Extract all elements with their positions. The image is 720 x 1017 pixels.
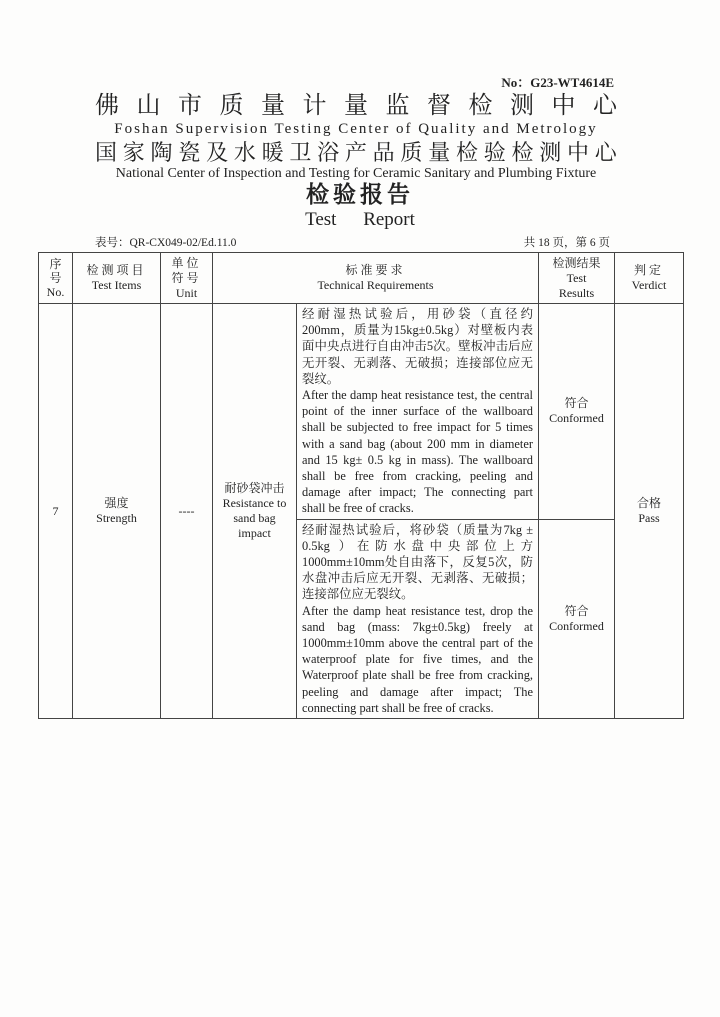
heading-char: 品 [372, 140, 395, 165]
row-unit: ---- [161, 304, 213, 719]
row-subitem: 耐砂袋冲击 Resistance to sand bag impact [213, 304, 297, 719]
header-requirements: 标准要求 Technical Requirements [213, 253, 539, 304]
row-verdict: 合格 Pass [615, 304, 684, 719]
heading-char: 检 [511, 140, 534, 165]
heading-char: 陶 [150, 140, 173, 165]
heading-char: 及 [206, 140, 229, 165]
table-header-row [39, 253, 684, 304]
header-result: 检测结果 Test Results [539, 253, 615, 304]
heading-char: 量 [344, 93, 368, 119]
result-2: 符合 Conformed [539, 519, 615, 718]
heading-char: 心 [594, 140, 617, 165]
heading-char: 测 [510, 93, 534, 119]
heading-char: 检 [455, 140, 478, 165]
requirement-1: 经耐湿热试验后，用砂袋（直径约200mm，质量为15kg±0.5kg）对壁板内表面中央点进行自由冲击5次。壁板冲击后应无开裂、无剥落、无破损；连接部位应无裂纹。 After the damp heat resistance test, the central point of the inner surface of the wallboard shall be subjected to free impact for 5 times with a sand bag (about 200 mm in diameter and 15 kg± 0.5 kg in mass). The wallboard shall be free from cracking, peeling and damage after impact; The connecting part shall be free of cracks. [297, 304, 539, 520]
title-en: Test Report [305, 209, 415, 230]
heading-char: 中 [551, 93, 576, 119]
heading-char: 瓷 [178, 140, 201, 165]
heading-char: 督 [427, 93, 451, 119]
form-number: 表号：QR-CX049-02/Ed.11.0 [95, 237, 237, 249]
header-verdict: 判定 Verdict [615, 253, 684, 304]
heading-char: 暖 [261, 140, 284, 165]
heading-char: 市 [178, 93, 202, 119]
heading-char: 中 [567, 140, 590, 165]
heading-char: 量 [261, 93, 285, 119]
header-item: 检测项目 Test Items [73, 253, 161, 304]
heading-char: 产 [344, 140, 367, 165]
results-table [38, 252, 684, 719]
requirement-2: 经耐湿热试验后，将砂袋（质量为7kg ± 0.5kg ）在防水盘中央部位上方1000mm±10mm处自由落下，反复5次，防水盘冲击后应无开裂、无剥落、无破损；连接部位应无裂纹。 After the damp heat resistance test, drop the sand bag (mass: 7kg±0.5kg) freely at 1000mm±10mm above the central part of the waterproof plate for five times, and the Waterproof plate shall be free from cracking, peeling and damage after impact; The connecting part shall be free of cracks. [297, 519, 539, 718]
heading-char: 测 [539, 140, 562, 165]
heading-char: 佛 [95, 93, 119, 119]
heading-char: 量 [428, 140, 451, 165]
heading-char: 计 [302, 93, 327, 119]
heading-char: 国 [95, 140, 118, 165]
heading-char: 检 [468, 93, 493, 119]
page-info: 共 18 页，第 6 页 [523, 237, 610, 249]
heading-char: 监 [385, 93, 410, 119]
header-no: 序号 No. [39, 253, 73, 304]
org-name-en: Foshan Supervision Testing Center of Quality and Metrology [114, 121, 598, 137]
heading-char: 水 [233, 140, 256, 165]
row-item: 强度 Strength [73, 304, 161, 719]
title-cn: 检验报告 [306, 182, 414, 208]
heading-char: 心 [593, 93, 617, 119]
heading-char: 卫 [289, 140, 312, 165]
table-row [39, 304, 684, 520]
heading-char: 山 [136, 93, 161, 119]
heading-char: 质 [400, 140, 423, 165]
row-no: 7 [39, 304, 73, 719]
heading-char: 质 [219, 93, 244, 119]
heading-char: 家 [122, 140, 145, 165]
result-1: 符合 Conformed [539, 304, 615, 520]
heading-char: 验 [483, 140, 506, 165]
report-number: No：G23-WT4614E [501, 75, 614, 90]
center-name-cn [95, 140, 617, 165]
center-name-en: National Center of Inspection and Testing for Ceramic Sanitary and Plumbing Fixture [115, 166, 597, 181]
heading-char: 浴 [317, 140, 340, 165]
org-name-cn [95, 93, 617, 119]
header-unit: 单位符号 Unit [161, 253, 213, 304]
